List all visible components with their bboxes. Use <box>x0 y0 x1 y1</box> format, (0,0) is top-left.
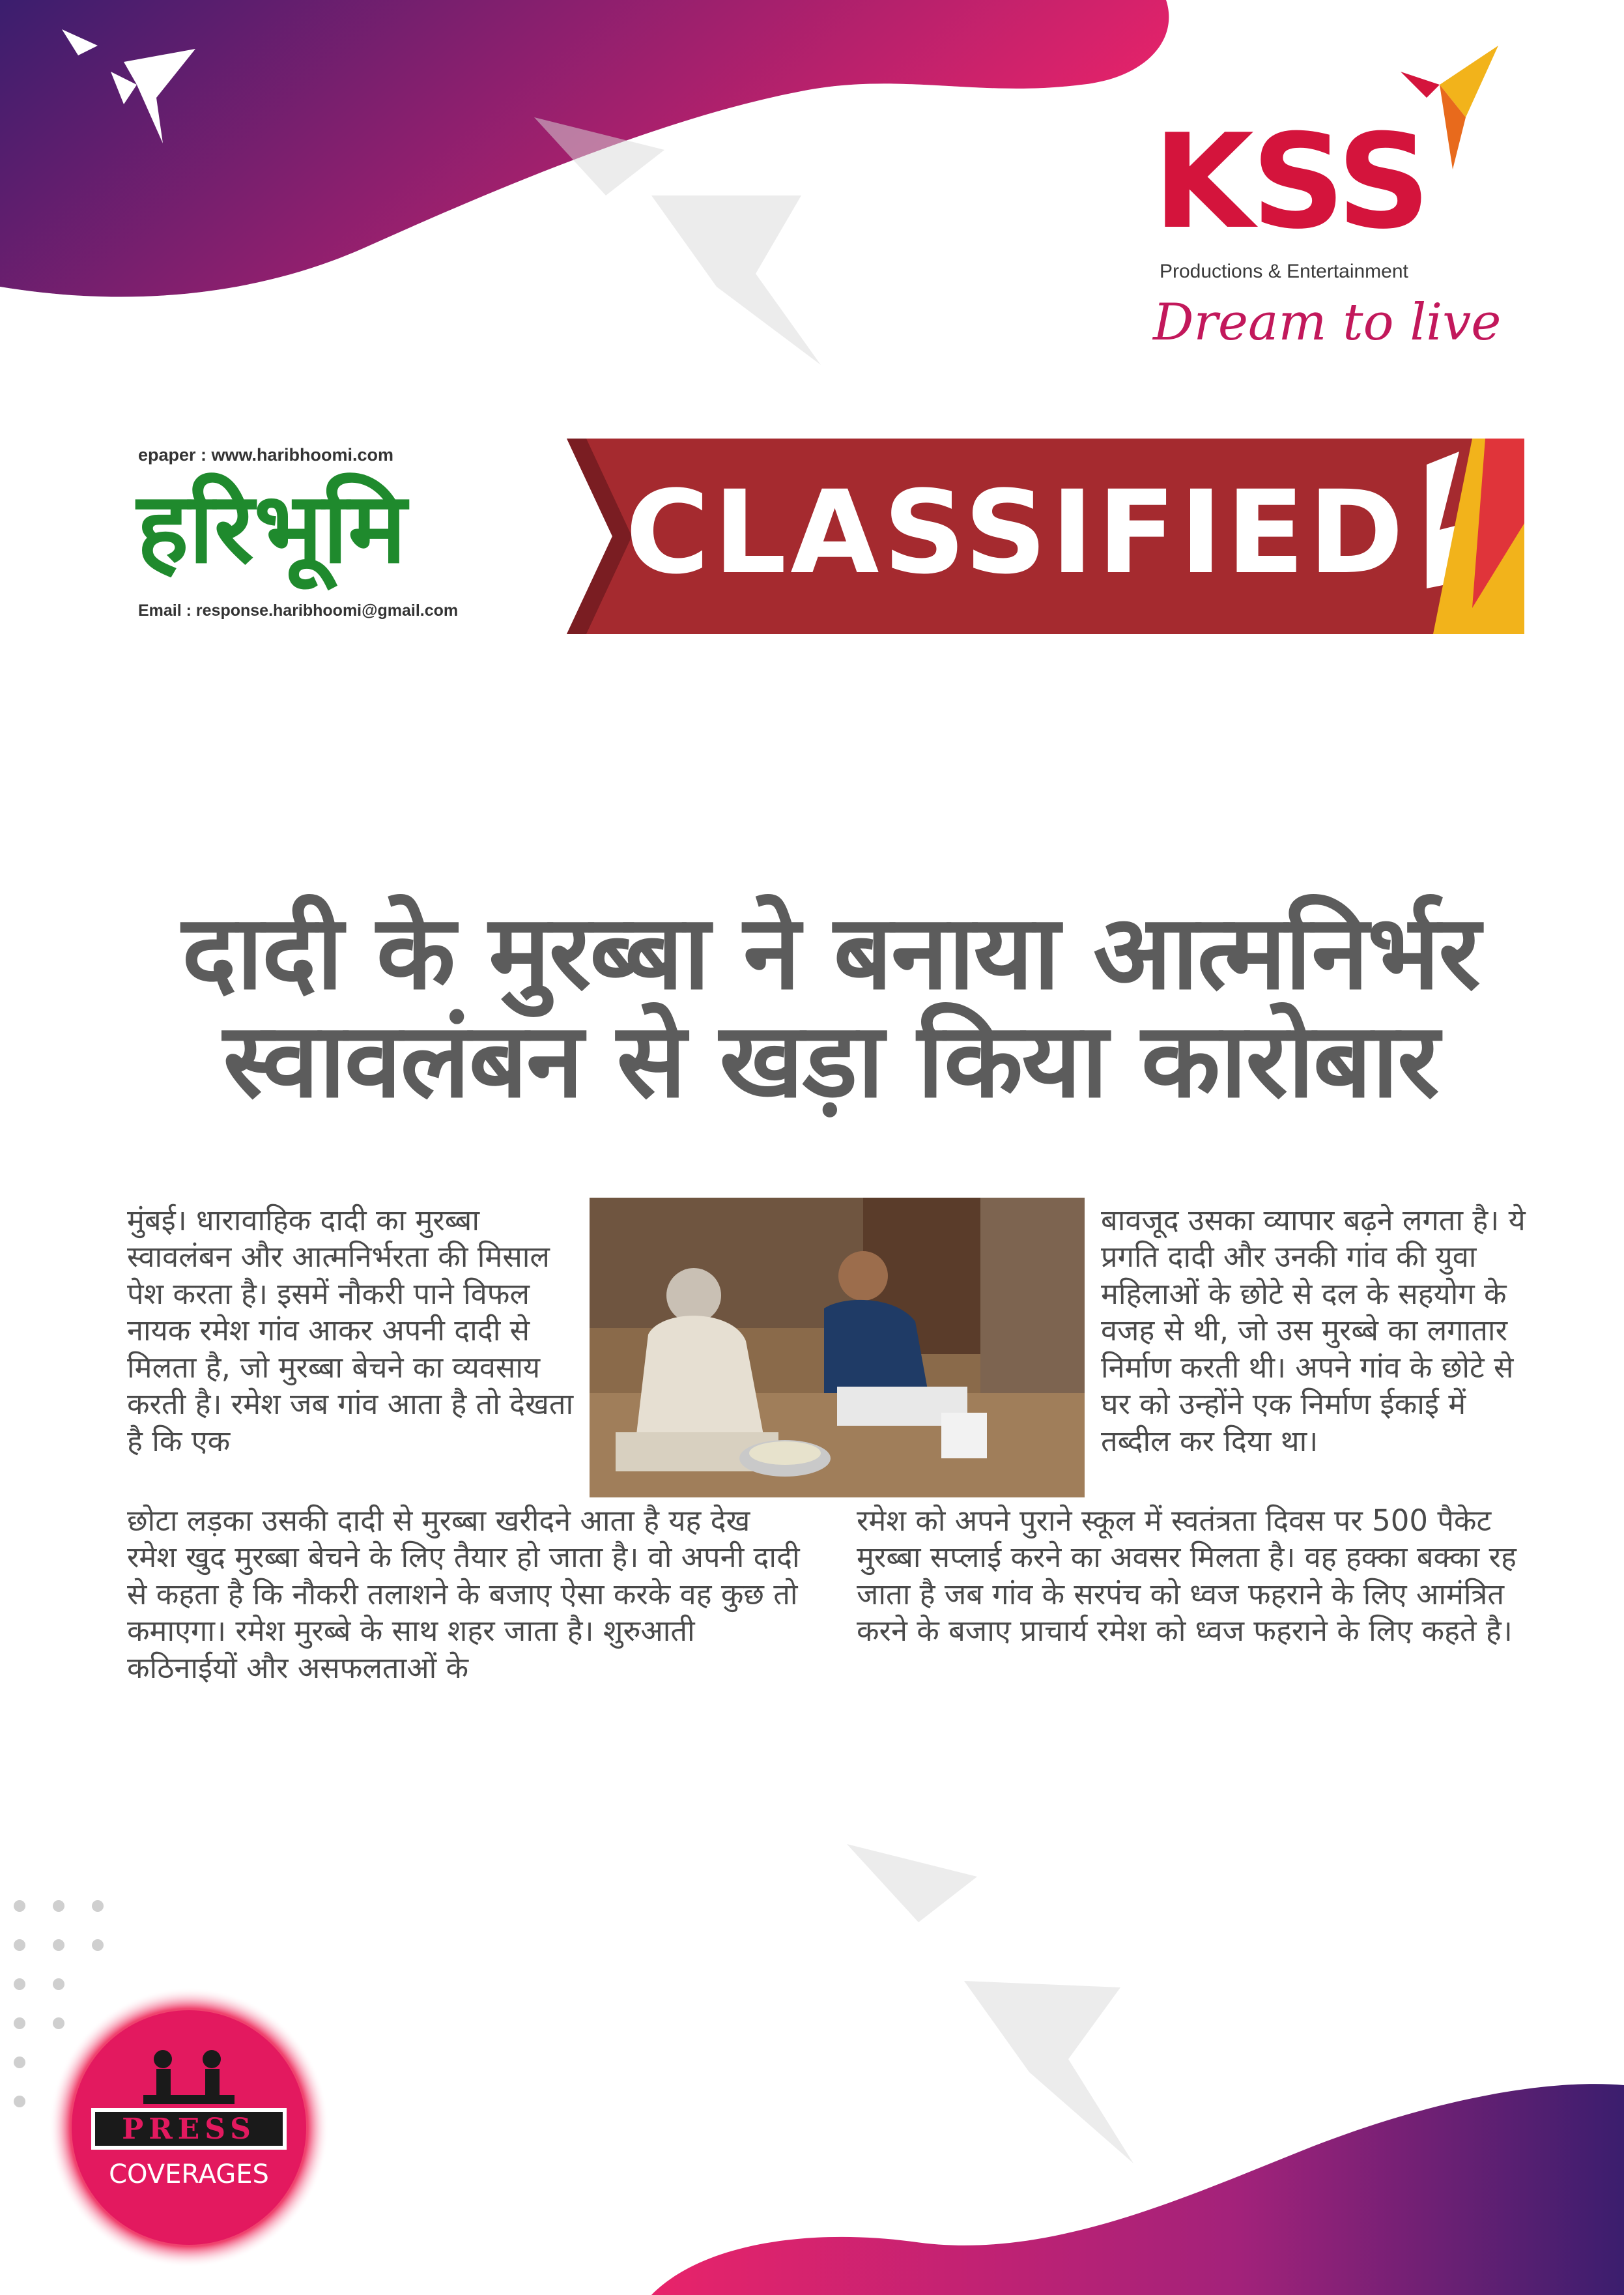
press-coverages-badge <box>46 1984 332 2271</box>
article-left-column: मुंबई। धारावाहिक दादी का मुरब्बा स्वावलंबन और आत्मनिर्भरता की मिसाल पेश करता है। इसमें नौकरी पाने विफल नायक रमेश गांव आकर अपनी दादी से मिलता है, जो मुरब्बा बेचने का व्यवसाय करती है। रमेश जब गांव आता है तो देखता है कि एक <box>127 1203 574 1458</box>
article-headline <box>111 893 1550 1121</box>
headline-line-2: स्वावलंबन से खड़ा किया कारोबार <box>223 1000 1438 1121</box>
newspaper-email: Email : response.haribhoomi@gmail.com <box>138 601 459 620</box>
newspaper-name: हरिभूमि <box>137 472 406 585</box>
press-label: PRESS <box>122 2113 256 2146</box>
coverages-label: COVERAGES <box>109 2159 269 2189</box>
kss-wordmark: KSS <box>1153 106 1429 258</box>
headline-line-1: दादी के मुरब्बा ने बनाया आत्मनिर्भर <box>182 893 1479 1013</box>
kss-subtitle: Productions & Entertainment <box>1160 261 1408 282</box>
newspaper-banner <box>130 439 1524 634</box>
epaper-url: epaper : www.haribhoomi.com <box>138 445 394 465</box>
article-photo <box>590 1198 1085 1497</box>
article-left-wide: छोटा लड़का उसकी दादी से मुरब्बा खरीदने आता है यह देख रमेश खुद मुरब्बा बेचने के लिए तैयार हो जाता है। वो अपनी दादी से कहता है कि नौकरी तलाशने के बजाए ऐसा करके वह कुछ तो कमाएगा। रमेश मुरब्बे के साथ शहर जाता है। शुरुआती कठिनाईयों और असफलताओं के <box>127 1503 800 1685</box>
article-right-wide: रमेश को अपने पुराने स्कूल में स्वतंत्रता दिवस पर 500 पैकेट मुरब्बा सप्लाई करने का अवसर मिलता है। वह हक्का बक्का रह जाता है जब गांव के सरपंच को ध्वज फहराने के लिए आमंत्रित करने के बजाए प्राचार्य रमेश को ध्वज फहराने के लिए कहते है। <box>857 1503 1517 1649</box>
kss-tagline: Dream to live <box>1153 293 1502 352</box>
section-title: CLASSIFIED <box>625 466 1408 599</box>
article-right-column: बावजूद उसका व्यापार बढ़ने लगता है। ये प्रगति दादी और उनकी गांव की युवा महिलाओं के छोटे से दल के सहयोग के वजह से थी, जो उस मुरब्बे का लगातार निर्माण करती थी। अपने गांव के छोटे से घर को उन्होंने एक निर्माण ईकाई में तब्दील कर दिया था। <box>1101 1203 1526 1458</box>
kss-logo <box>1153 46 1518 371</box>
